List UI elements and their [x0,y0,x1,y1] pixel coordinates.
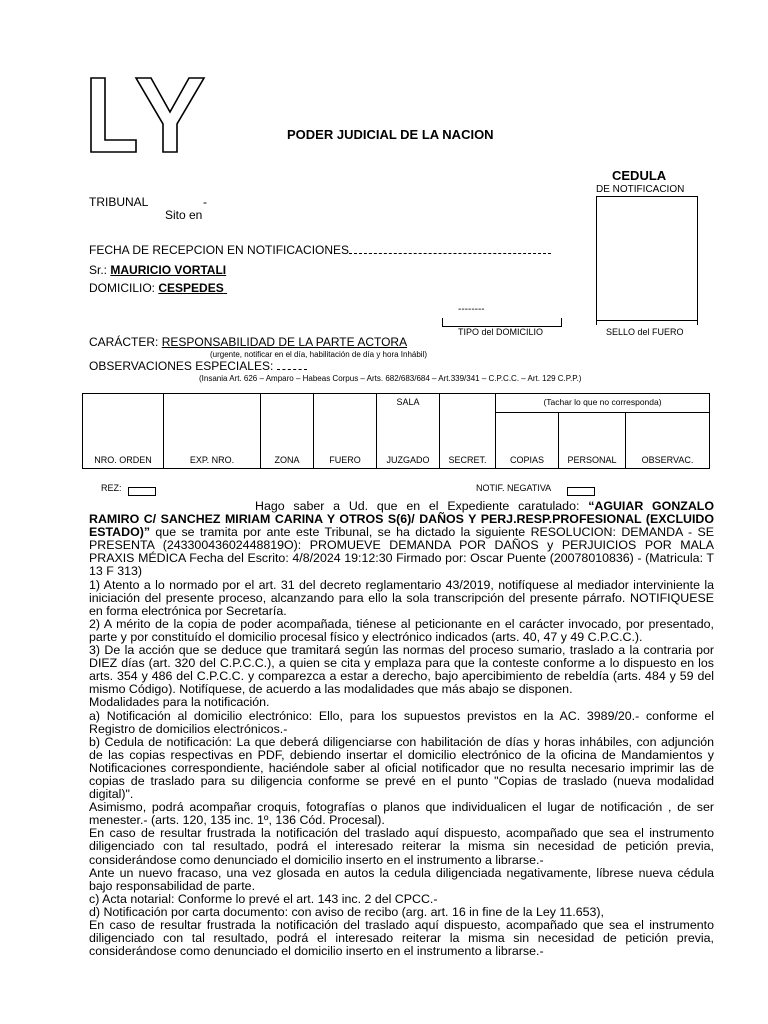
caracter-row [89,335,407,349]
ly-logo [88,74,208,156]
paragraph: En caso de resultar frustrada la notificación del traslado aquí dispuesto, acompañado que sea el instrumento diligenciado con tal resultado, podrá el interesado reiterar la misma sin necesidad de petición previa, considerándose como denunciado el domicilio inserto en el instrumento a librarse.- [89,826,714,867]
col-secret: SECRET. [440,394,496,469]
intro-text-2: que se tramita por ante este Tribunal, se ha dictado la siguiente RESOLUCION: DEMANDA - SE PRESENTA (24330043602448819O): PROMUEVE DEMANDA POR DAÑOS y PERJUICIOS POR MALA PRAXIS MÉDICA Fecha del Escrito: 4/8/2024 19:12:30 Firmado por: Oscar Puente (20078010836) - (Matricula: T 13 F 313) [89,525,714,579]
intro-text: Hago saber a Ud. que en el Expediente caratulado: [255,499,589,513]
paragraph: 2) A mérito de la copia de poder acompañada, tiénese al peticionante en el carácter invocado, por presentado, parte y por constituído el domicilio procesal físico y electrónico indicados (arts. 40, 47 y 49 C.P.C.C.). [89,616,714,644]
col-exp-nro: EXP. NRO. [164,394,261,469]
observaciones-row: OBSERVACIONES ESPECIALES: [89,359,307,373]
fecha-recepcion-line [349,243,551,254]
tipo-dashes: -------- [458,304,485,315]
paragraph: b) Cedula de notificación: La que deberá diligenciarse con habilitación de días y horas inhábiles, con adjunción de las copias respectivas en PDF, debiendo insertar el domicilio electrónico de la oficina de Mandamientos y Notificaciones correspondiente, haciéndole saber al oficial notificador que no resulta necesario imprimir las de copias de traslado para su diligencia conforme se prevé en el punto "Copias de traslado (nueva modalidad digital)". [89,734,714,802]
col-observac: OBSERVAC. [626,413,710,469]
caracter-note: (urgente, notificar en el día, habilitación de día y hora Inhábil) [210,350,428,359]
rez-checkbox[interactable] [128,487,156,496]
sr-label: Sr.: [89,263,108,277]
col-copias: COPIAS [496,413,559,469]
sr-row [89,263,226,277]
col-zona: ZONA [261,394,314,469]
body-text [89,500,714,958]
sello-fuero-label: SELLO del FUERO [606,327,684,337]
domicilio-row [89,281,227,295]
col-fuero: FUERO [314,394,377,469]
cedula-subtitle: DE NOTIFICACION [596,184,685,195]
sello-line [596,320,697,321]
sala-cell: SALA [377,394,440,413]
paragraph: 3) De la acción que se deduce que tramitará según las normas del proceso sumario, traslado a la contraria por DIEZ días (art. 320 del C.P.C.C.), a quien se cita y emplaza para que la conteste conforme a lo dispuesto en los arts. 354 y 486 del C.P.C.C. y comparezca a estar a derecho, bajo apercibimiento de rebeldía (arts. 484 y 59 del mismo Código). Notifíquese, de acuerdo a las modalidades que más abajo se disponen. [89,643,714,697]
paragraph: Ante un nuevo fracaso, una vez glosada en autos la cedula diligenciada negativamente, líbrese nueva cédula bajo responsabilidad de parte. [89,865,714,893]
domicilio-value: CESPEDES [158,281,224,295]
notif-negativa-checkbox[interactable] [567,487,595,496]
paragraph: d) Notificación por carta documento: con aviso de recibo (arg. art. 16 in fine de la Ley 11.653), [89,904,604,919]
paragraph: Modalidades para la notificación. [89,695,270,710]
caratula: “AGUIAR GONZALO RAMIRO C/ SANCHEZ MIRIAM CARINA Y OTROS S(6)/ DAÑOS Y PERJ.RESP.PROFESIONAL (EXCLUIDO ESTADO)” [89,499,714,540]
tipo-domicilio-label: TIPO del DOMICILIO [458,327,544,337]
observaciones-label: OBSERVACIONES ESPECIALES [89,359,270,373]
sr-value: MAURICIO VORTALI [110,263,227,277]
observaciones-line [277,360,307,370]
notification-table [82,393,710,469]
tachar-cell: (Tachar lo que no corresponda) [496,394,710,413]
page-title: PODER JUDICIAL DE LA NACION [287,127,494,142]
sello-box [596,196,698,325]
paragraph: Asimismo, podrá acompañar croquis, fotografías o planos que individualicen el lugar de notificación , de ser menester.- (arts. 120, 135 inc. 1º, 136 Cód. Procesal). [89,800,714,828]
tribunal-label: TRIBUNAL [89,195,149,209]
observaciones-note: (Insania Art. 626 – Amparo – Habeas Corpus – Arts. 682/683/684 – Art.339/341 – C.P.C.C. – Art. 129 C.P.P.) [199,374,582,383]
paragraph: a) Notificación al domicilio electrónico: Ello, para los supuestos previstos en la AC. 3989/20.- conforme el Registro de domicilios electrónicos.- [89,708,714,736]
caracter-value: RESPONSABILIDAD DE LA PARTE ACTORA [161,335,408,349]
fecha-recepcion-row [89,243,551,257]
caracter-label: CARÁCTER: [89,335,159,349]
domicilio-label: DOMICILIO: [89,281,156,295]
paragraph: c) Acta notarial: Conforme lo prevé el art. 143 inc. 2 del CPCC.- [89,891,438,906]
sito-en-label: Sito en [165,208,203,222]
rez-label: REZ: [101,483,122,493]
fecha-recepcion-label: FECHA DE RECEPCION EN NOTIFICACIONES [89,243,350,257]
col-nro-orden: NRO. ORDEN [83,394,164,469]
tipo-bracket [442,318,562,327]
col-juzgado: JUZGADO [377,413,440,469]
col-personal: PERSONAL [559,413,626,469]
cedula-title: CEDULA [612,168,667,183]
paragraph: 1) Atento a lo normado por el art. 31 del decreto reglamentario 43/2019, notifíquese al mediador interviniente la iniciación del presente proceso, alcanzando para ello la sola transcripción del presente párrafo. NOTIFIQUESE en forma electrónica por Secretaría. [89,577,714,618]
intro-paragraph [89,500,714,579]
tribunal-dash: - [203,195,207,209]
notif-negativa-label: NOTIF. NEGATIVA [476,483,552,493]
paragraph: En caso de resultar frustrada la notificación del traslado aquí dispuesto, acompañado que sea el instrumento diligenciado con tal resultado, podrá el interesado reiterar la misma sin necesidad de petición previa, considerándose como denunciado el domicilio inserto en el instrumento a librarse.- [89,918,714,959]
